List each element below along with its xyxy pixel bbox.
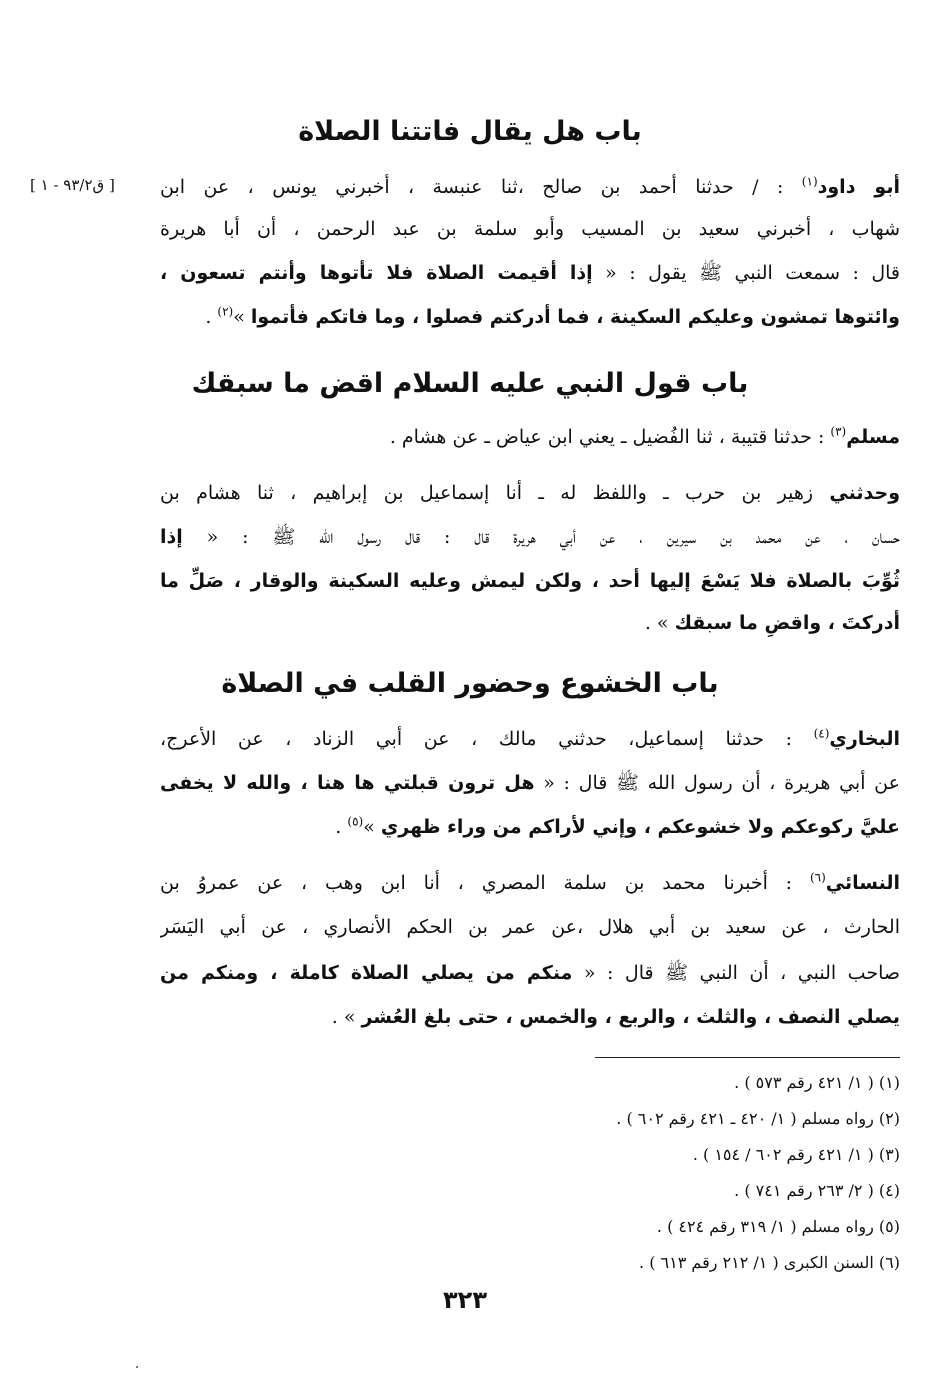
quote-close: » . [331,1006,362,1028]
text-line [160,764,900,802]
quote-close: » [233,306,251,328]
text-line [160,998,900,1036]
hadith-text: إذا [160,526,183,548]
text-line [160,720,900,758]
footnote: (٦) السنن الكبرى ( ١/ ٢١٢ رقم ٦١٣ ) . [639,1253,900,1272]
text-line [160,168,900,206]
footnote-marker: (٥) [347,814,364,829]
quote-close: » . [644,612,675,634]
footnote-marker: (٢) [217,304,234,319]
footnote-marker: (١) [801,174,818,189]
hadith-chain: : / حدثنا أحمد بن صالح ،ثنا عنبسة ، أخبرني يونس ، عن ابن [160,176,802,198]
text-line [160,808,900,846]
footnote-marker: (٤) [813,726,830,741]
hadith-chain: : حدثنا إسماعيل، حدثني مالك ، عن أبي الزناد ، عن الأعرج، [160,728,814,750]
scan-speck [136,1366,138,1368]
hadith-chain: قال : سمعت النبي ﷺ يقول : « [592,262,900,284]
narrator-name: مسلم [846,426,900,448]
text-line [160,474,900,512]
hadith-text: ثُوِّبَ بالصلاة فلا يَسْعَ إليها أحد ، ولكن ليمش وعليه السكينة والوقار ، صَلِّ ما [160,570,900,592]
footnote-separator [595,1057,900,1058]
narrator-name: وحدثني [829,482,900,504]
hadith-chain: صاحب النبي ، أن النبي ﷺ قال : « [572,962,900,984]
footnote-marker: (٦) [809,870,826,885]
text-line [160,562,900,600]
text-line [160,518,900,556]
narrator-name: البخاري [829,728,900,750]
hadith-chain: حسان ، عن محمد بن سيرين ، عن أبي هريرة قال : قال رسول الله ﷺ : « [182,526,900,548]
narrator-name: أبو داود [817,176,900,198]
footnote-marker: (٣) [830,424,847,439]
hadith-text: عليَّ ركوعكم ولا خشوعكم ، وإني لأراكم من وراء ظهري [380,816,900,838]
section-heading-2: باب قول النبي عليه السلام اقض ما سبقك [191,368,749,399]
footnote: (٣) ( ١/ ٤٢١ رقم ٦٠٢ / ١٥٤ ) . [692,1145,900,1164]
hadith-chain: : أخبرنا محمد بن سلمة المصري ، أنا ابن وهب ، عن عمروُ بن [160,872,810,894]
page-number: ٣٢٣ [443,1286,487,1314]
hadith-chain: : حدثنا قتيبة ، ثنا الفُضيل ـ يعني ابن عياض ـ عن هشام . [389,426,831,448]
section-heading-3: باب الخشوع وحضور القلب في الصلاة [221,668,719,699]
manuscript-margin-reference: [ ق٩٣/٢ - ١ ] [30,176,115,194]
hadith-text: منكم من يصلي الصلاة كاملة ، ومنكم من [160,962,573,984]
hadith-text: إذا أقيمت الصلاة فلا تأتوها وأنتم تسعون ، [160,262,593,284]
text-line [160,908,900,946]
hadith-chain: شهاب ، أخبرني سعيد بن المسيب وأبو سلمة بن عبد الرحمن ، أن أبا هريرة [160,218,900,240]
narrator-name: النسائي [825,872,900,894]
hadith-chain: عن أبي هريرة ، أن رسول الله ﷺ قال : « [534,772,900,794]
text-line [160,254,900,292]
text-line [160,418,900,456]
footnote: (٥) رواه مسلم ( ١/ ٣١٩ رقم ٤٢٤ ) . [656,1217,900,1236]
hadith-chain: الحارث ، عن سعيد بن أبي هلال ،عن عمر بن الحكم الأنصاري ، عن أبي اليَسَر [160,916,900,938]
hadith-chain: زهير بن حرب ـ واللفظ له ـ أنا إسماعيل بن إبراهيم ، ثنا هشام بن [160,482,830,504]
text-line [160,954,900,992]
text-line [160,210,900,248]
period: . [205,306,218,328]
text-line [160,298,900,336]
section-heading-1: باب هل يقال فاتتنا الصلاة [298,116,642,147]
hadith-text: أدركتَ ، واقضِ ما سبقك [674,612,900,634]
footnote: (٢) رواه مسلم ( ١/ ٤٢٠ ـ ٤٢١ رقم ٦٠٢ ) . [616,1109,900,1128]
footnote: (٤) ( ٢/ ٢٦٣ رقم ٧٤١ ) . [734,1181,900,1200]
hadith-text: يصلي النصف ، والثلث ، والربع ، والخمس ، حتى بلغ العُشر [361,1006,900,1028]
hadith-text: وائتوها تمشون وعليكم السكينة ، فما أدركتم فصلوا ، وما فاتكم فأتموا [250,306,900,328]
text-line [160,864,900,902]
footnote: (١) ( ١/ ٤٢١ رقم ٥٧٣ ) . [734,1073,900,1092]
text-line [160,604,900,642]
hadith-text: هل ترون قبلتي ها هنا ، والله لا يخفى [160,772,535,794]
quote-close: » [363,816,381,838]
period: . [335,816,348,838]
